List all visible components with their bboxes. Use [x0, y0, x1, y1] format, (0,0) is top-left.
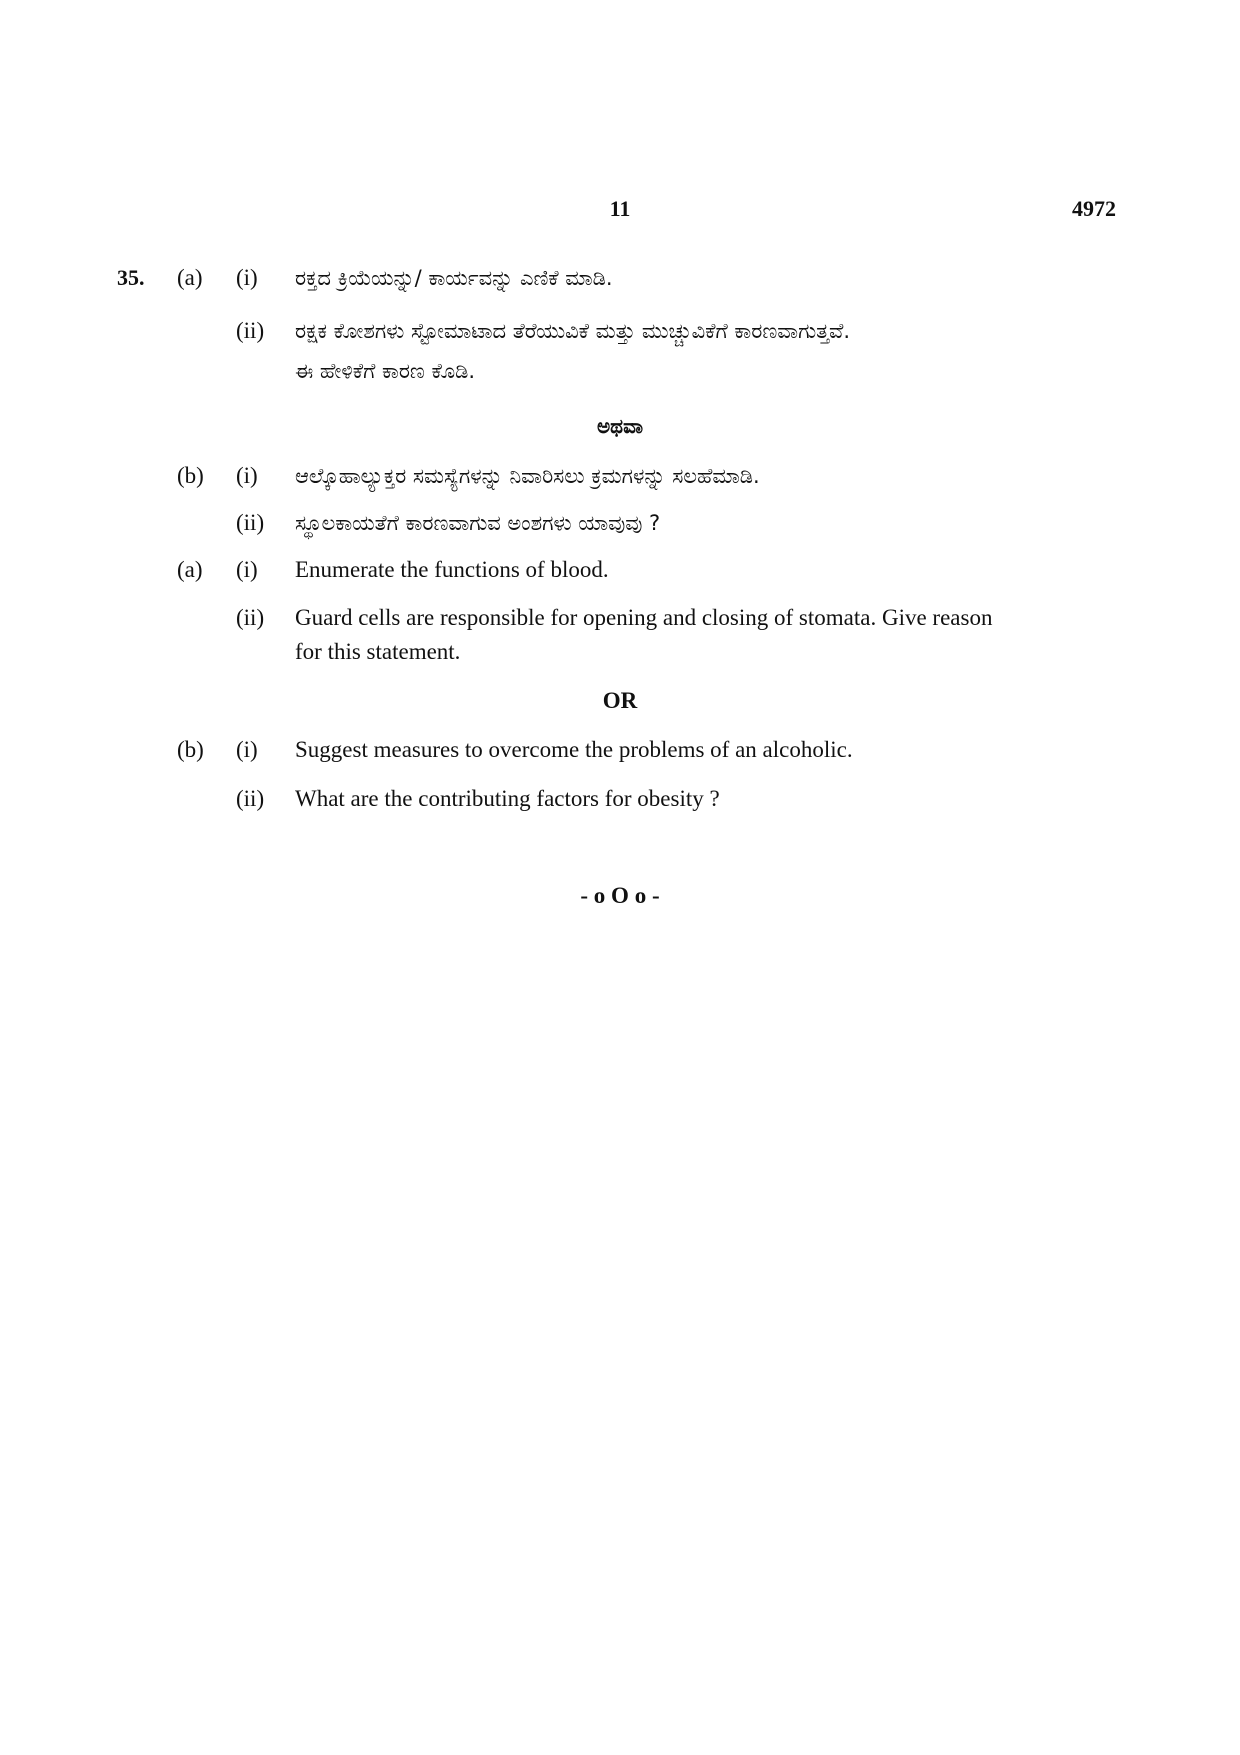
en-part-a-i-label: (i) [236, 557, 258, 582]
kn-part-b-i-text: ಆಲ್ಕೊಹಾಲ್ಯುಕ್ತರ ಸಮಸ್ಯೆಗಳನ್ನು ನಿವಾರಿಸಲು ಕ್ರಮಗಳನ್ನು ಸಲಹೆಮಾಡಿ. [295, 464, 760, 488]
kn-part-a-label: (a) [177, 265, 203, 290]
kn-or-separator: ಅಥವಾ [597, 414, 643, 438]
kn-part-a-ii-label: (ii) [236, 318, 265, 343]
kn-part-b-ii-text: ಸ್ಥೂಲಕಾಯತೆಗೆ ಕಾರಣವಾಗುವ ಅಂಶಗಳು ಯಾವುವು ? [295, 511, 661, 535]
kn-part-b-ii-label: (ii) [236, 510, 265, 535]
en-part-b-i-label: (i) [236, 737, 258, 762]
en-part-a-i-text: Enumerate the functions of blood. [295, 557, 609, 582]
kn-part-b-i-label: (i) [236, 463, 258, 488]
page-number: 11 [609, 196, 631, 221]
en-part-a-label: (a) [177, 557, 203, 582]
kn-part-a-ii-line2: ಈ ಹೇಳಿಕೆಗೆ ಕಾರಣ ಕೊಡಿ. [295, 359, 476, 383]
end-mark: - o O o - [580, 883, 660, 908]
en-part-a-ii-label: (ii) [236, 605, 265, 630]
paper-code: 4972 [1072, 196, 1116, 221]
kn-part-a-i-label: (i) [236, 265, 258, 290]
kn-part-b-label: (b) [177, 463, 204, 488]
en-part-b-ii-label: (ii) [236, 786, 265, 811]
kn-part-a-i-text: ರಕ್ತದ ಕ್ರಿಯೆಯನ್ನು/ ಕಾರ್ಯವನ್ನು ಎಣಿಕೆ ಮಾಡಿ. [295, 266, 613, 290]
en-part-b-i-text: Suggest measures to overcome the problems of an alcoholic. [295, 737, 853, 762]
en-part-b-label: (b) [177, 737, 204, 762]
en-part-a-ii-line1: Guard cells are responsible for opening and closing of stomata. Give reason [295, 605, 993, 630]
kn-part-a-ii-line1: ರಕ್ಷಕ ಕೋಶಗಳು ಸ್ಟೋಮಾಟಾದ ತೆರೆಯುವಿಕೆ ಮತ್ತು ಮುಚ್ಚುವಿಕೆಗೆ ಕಾರಣವಾಗುತ್ತವೆ. [295, 319, 851, 343]
en-or-separator: OR [602, 688, 638, 713]
question-number: 35. [117, 265, 145, 290]
en-part-b-ii-text: What are the contributing factors for obesity ? [295, 786, 720, 811]
en-part-a-ii-line2: for this statement. [295, 639, 461, 664]
